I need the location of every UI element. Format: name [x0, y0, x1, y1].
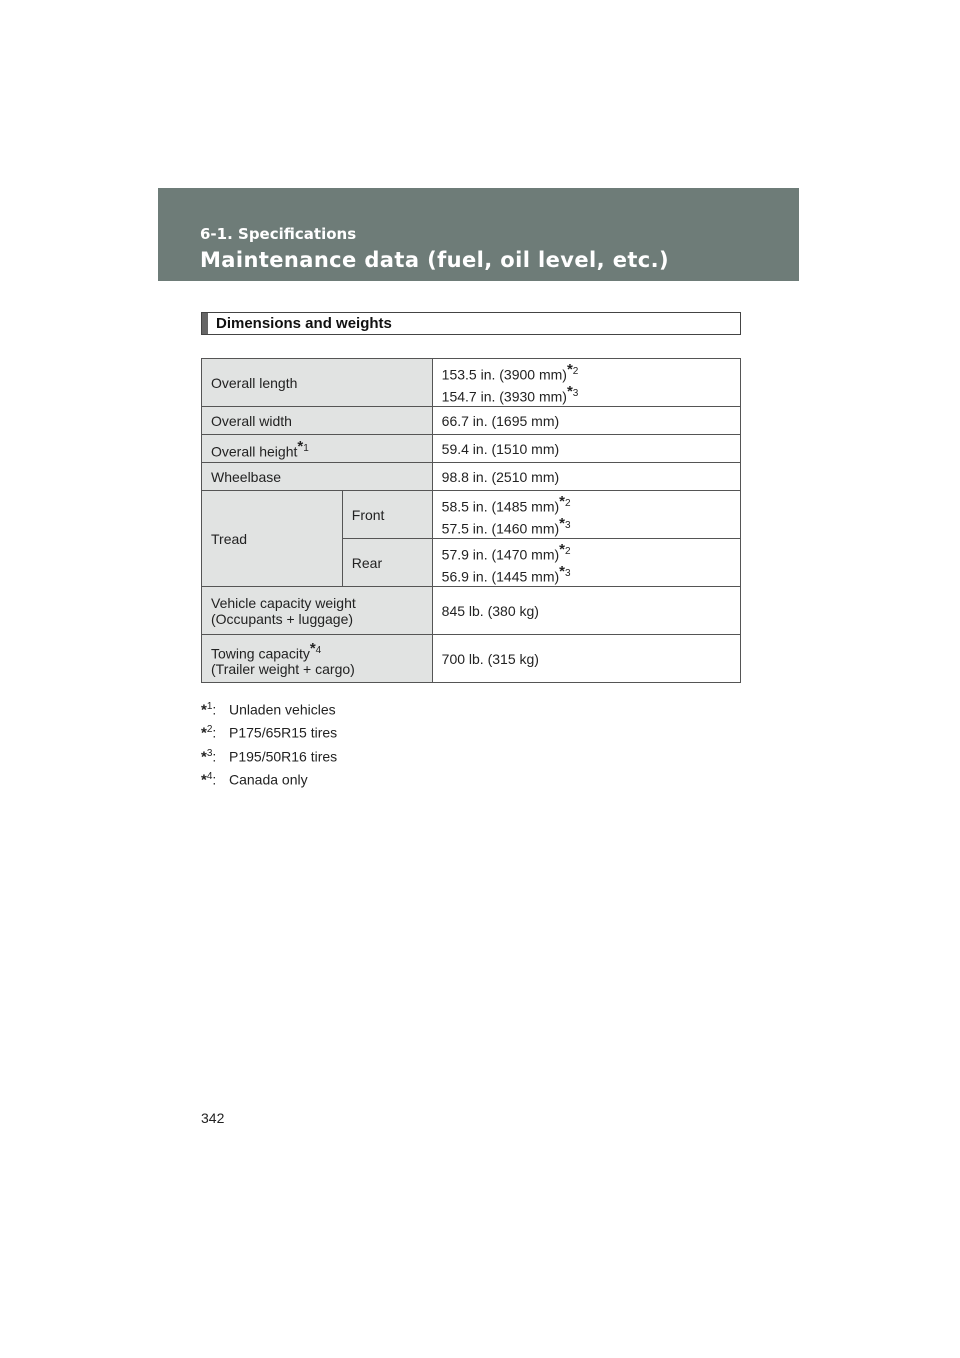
- subsection-marker: [202, 313, 208, 334]
- footnote-ref: *2: [559, 492, 571, 510]
- table-row: [202, 435, 741, 463]
- row-value: [432, 539, 740, 587]
- footnotes: [201, 697, 337, 790]
- value-line: 57.9 in. (1470 mm): [441, 546, 560, 563]
- footnote: *$^2$: P175/65R15 tires: [201, 724, 338, 743]
- section-label: 6-1. Specifications: [200, 225, 357, 243]
- footnote: *$^4$: Canada only: [201, 771, 308, 789]
- page-number: 342: [201, 1110, 225, 1126]
- footnote-ref: *2: [566, 360, 579, 378]
- footnote-ref: *1: [297, 437, 309, 455]
- value-line: 57.5 in. (1460 mm): [441, 520, 560, 537]
- footnote-ref: *2: [559, 540, 571, 558]
- footnote-ref: *3: [566, 382, 579, 400]
- footnote: *$^1$: Unladen vehicles: [201, 701, 336, 719]
- row-value: [432, 491, 740, 539]
- subsection-title: Dimensions and weights: [216, 315, 392, 332]
- footnote: *$^3$: P195/50R16 tires: [201, 747, 338, 766]
- table-row: [202, 635, 741, 683]
- row-label: Tread: [202, 491, 343, 587]
- table-row: [202, 407, 741, 435]
- row-value: 66.7 in. (1695 mm): [432, 407, 740, 435]
- row-value: [432, 359, 740, 407]
- table-row: [202, 491, 741, 539]
- chapter-header: [158, 188, 799, 281]
- row-label: Vehicle capacity weight (Occupants + luggage): [202, 587, 433, 635]
- row-label: Overall height$^{*1}$: [202, 435, 433, 463]
- dimensions-table: [201, 358, 741, 683]
- page-title: Maintenance data (fuel, oil level, etc.): [200, 248, 670, 272]
- row-label: Overall width: [202, 407, 433, 435]
- row-label: Towing capacity$^{*4}$ (Trailer weight + cargo): [202, 635, 433, 683]
- footnote-ref: *3: [559, 562, 571, 580]
- row-label: Overall length: [202, 359, 433, 407]
- row-value: 700 lb. (315 kg): [432, 635, 740, 683]
- row-label: Wheelbase: [202, 463, 433, 491]
- footnote-ref: *3: [559, 514, 571, 532]
- value-line: 153.5 in. (3900 mm): [441, 366, 567, 383]
- value-line: 154.7 in. (3930 mm): [441, 388, 567, 405]
- subsection-heading: [201, 312, 741, 335]
- sub-label: Front: [342, 491, 432, 539]
- value-line: 58.5 in. (1485 mm): [441, 498, 560, 515]
- row-value: 59.4 in. (1510 mm): [432, 435, 740, 463]
- row-value: 845 lb. (380 kg): [432, 587, 740, 635]
- footnote-ref: *4: [309, 639, 322, 657]
- table-row: [202, 587, 741, 635]
- row-value: 98.8 in. (2510 mm): [432, 463, 740, 491]
- sub-label: Rear: [342, 539, 432, 587]
- table-row: [202, 359, 741, 407]
- table-row: [202, 463, 741, 491]
- value-line: 56.9 in. (1445 mm): [441, 568, 560, 585]
